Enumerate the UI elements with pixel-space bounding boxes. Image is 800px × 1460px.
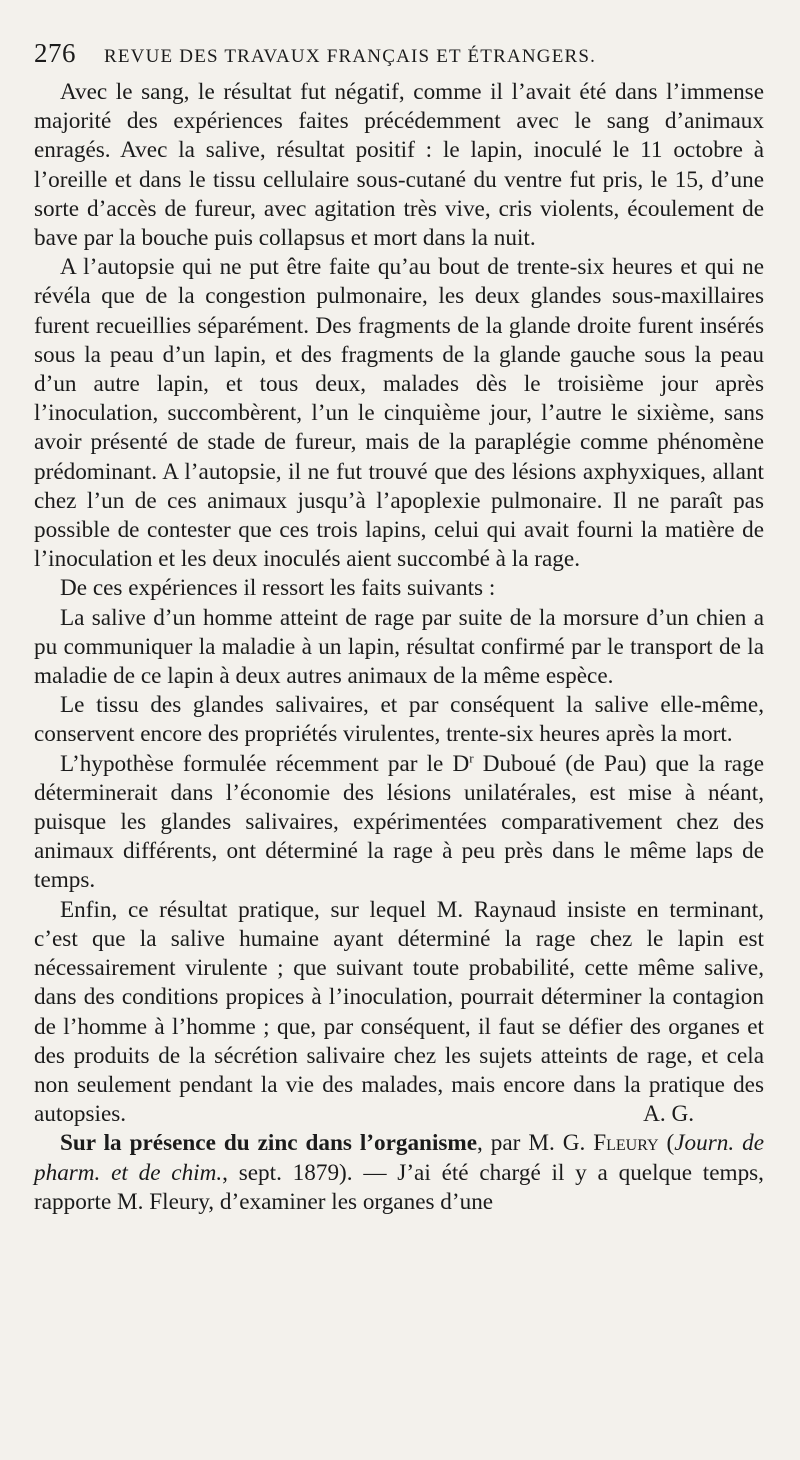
paragraph-5: Le tissu des glandes salivaires, et par conséquent la salive elle-même, conservent encore des propriétés virulentes, trente-six heures après la mort. — [34, 692, 764, 748]
paragraph-6 — [34, 750, 764, 896]
paragraph-2: A l’autopsie qui ne put être faite qu’au bout de trente-six heures et qui ne révéla que de la congestion pulmonaire, les deux glandes sous-maxillaires furent recueillies séparément. Des fragments de la glande droite furent insérés sous la peau d’un lapin, et des fragments de la glande gauche sous la peau d’un autre lapin, et tous deux, malades dès le troisième jour après l’inoculation, succombèrent, l’un le cinquième jour, l’autre le sixième, sans avoir présenté de stade de fureur, mais de la paraplégie comme phénomène prédominant. A l’autopsie, il ne fut trouvé que des lésions axphyxiques, allant chez l’un de ces animaux jusqu’à l’apoplexie pulmonaire. Il ne paraît pas possible de contester que ces trois lapins, celui qui avait fourni la matière de l’inoculation et les deux inoculés aient succombé à la rage. — [34, 254, 764, 573]
page — [34, 38, 764, 1217]
paragraph-7 — [34, 896, 764, 1130]
next-article — [34, 1129, 764, 1217]
next-article-date: , sept. 1879). — J’ai été chargé il y a quelque temps, rapporte M. Fleury, d’examiner les organes d’une — [34, 1159, 764, 1215]
body-text — [34, 78, 764, 1217]
paragraph-3: De ces expériences il ressort les faits suivants : — [60, 575, 496, 602]
page-number: 276 — [34, 38, 76, 68]
paragraph-6-start: L’hypothèse formulée récemment par le D — [60, 750, 470, 777]
next-article-journal: Journ. de pharm. et de chim. — [34, 1130, 764, 1186]
running-head — [34, 38, 764, 78]
next-article-author: Fleury — [593, 1130, 659, 1157]
paragraph-6-rest: Duboué (de Pau) que la rage déterminerait dans l’économie des lésions unilatérales, est mise à néant, puisque les glandes salivaires, expérimentées comparativement chez des animaux différents, ont déterminé la rage à peu près dans le même laps de temps. — [34, 750, 764, 894]
next-article-by: , par M. G. — [477, 1130, 594, 1157]
running-title: REVUE DES TRAVAUX FRANÇAIS ET ÉTRANGERS. — [104, 46, 597, 67]
dr-superscript: r — [469, 749, 474, 765]
signature: A. G. — [643, 1101, 694, 1128]
paragraph-7-text: Enfin, ce résultat pratique, sur lequel M. Raynaud insiste en terminant, c’est que la salive humaine ayant déterminé la rage chez le lapin est nécessairement virulente ; que suivant toute probabilité, cette même salive, dans des conditions propices à l’inoculation, pourrait déterminer la contagion de l’homme à l’homme ; que, par conséquent, il faut se défier des organes et des produits de la sécrétion salivaire chez les sujets atteints de rage, et cela non seulement pendant la vie des malades, mais encore dans la pratique des autopsies. — [34, 896, 764, 1128]
next-article-paren: ( — [658, 1130, 675, 1157]
paragraph-1: Avec le sang, le résultat fut négatif, comme il l’avait été dans l’immense majorité des expériences faites précédemment avec le sang d’animaux enragés. Avec la salive, résultat positif : le lapin, inoculé le 11 octobre à l’oreille et dans le tissu cellulaire sous-cutané du ventre fut pris, le 15, d’une sorte d’accès de fureur, avec agitation très vive, cris violents, écoulement de bave par la bouche puis collapsus et mort dans la nuit. — [34, 79, 764, 252]
next-article-title: Sur la présence du zinc dans l’organisme — [60, 1130, 478, 1157]
paragraph-4: La salive d’un homme atteint de rage par suite de la morsure d’un chien a pu communiquer la maladie à un lapin, résultat confirmé par le transport de la maladie de ce lapin à deux autres animaux de la même espèce. — [34, 604, 764, 690]
